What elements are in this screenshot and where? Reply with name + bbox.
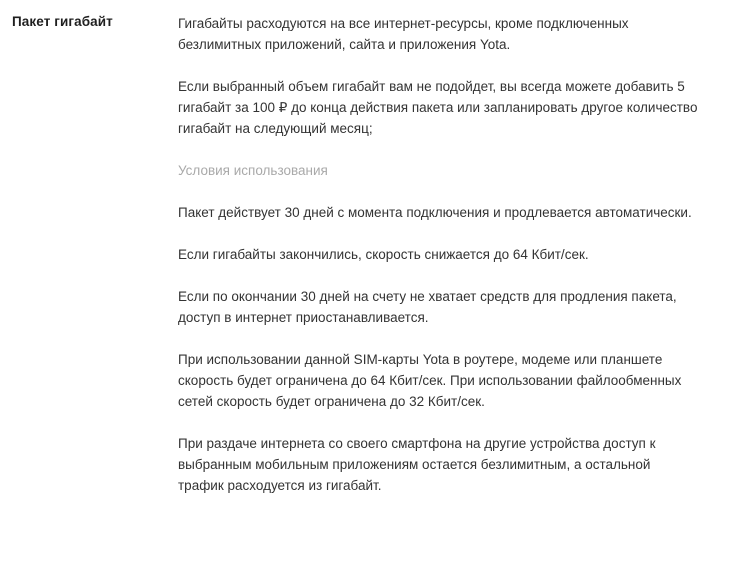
term-title: Пакет гигабайт — [12, 14, 113, 29]
usage-terms-heading: Условия использования — [178, 163, 328, 178]
paragraph-speed-limit: Если гигабайты закончились, скорость снижается до 64 Кбит/сек. — [178, 247, 589, 262]
definition-column — [178, 13, 724, 496]
paragraph-extra-gigabytes: Если выбранный объем гигабайт вам не подойдет, вы всегда можете добавить 5 гигабайт за 100 ₽ до конца действия пакета или запланировать другое количество гигабайт на следующий месяц; — [178, 79, 698, 136]
term-column — [6, 13, 178, 31]
paragraph-insufficient-funds: Если по окончании 30 дней на счету не хватает средств для продления пакета, доступ в интернет приостанавливается. — [178, 289, 677, 325]
paragraph-tethering: При раздаче интернета со своего смартфона на другие устройства доступ к выбранным мобильным приложениям остается безлимитным, а остальной трафик расходуется из гигабайт. — [178, 436, 656, 493]
term-definition-layout — [6, 13, 724, 496]
paragraph-term-30-days: Пакет действует 30 дней с момента подключения и продлевается автоматически. — [178, 205, 692, 220]
paragraph-intro: Гигабайты расходуются на все интернет-ресурсы, кроме подключенных безлимитных приложений, сайта и приложения Yota. — [178, 16, 629, 52]
paragraph-router-modem-tablet: При использовании данной SIM-карты Yota в роутере, модеме или планшете скорость будет ограничена до 64 Кбит/сек. При использовании файлообменных сетей скорость будет ограничена до 32 Кбит/сек. — [178, 352, 682, 409]
